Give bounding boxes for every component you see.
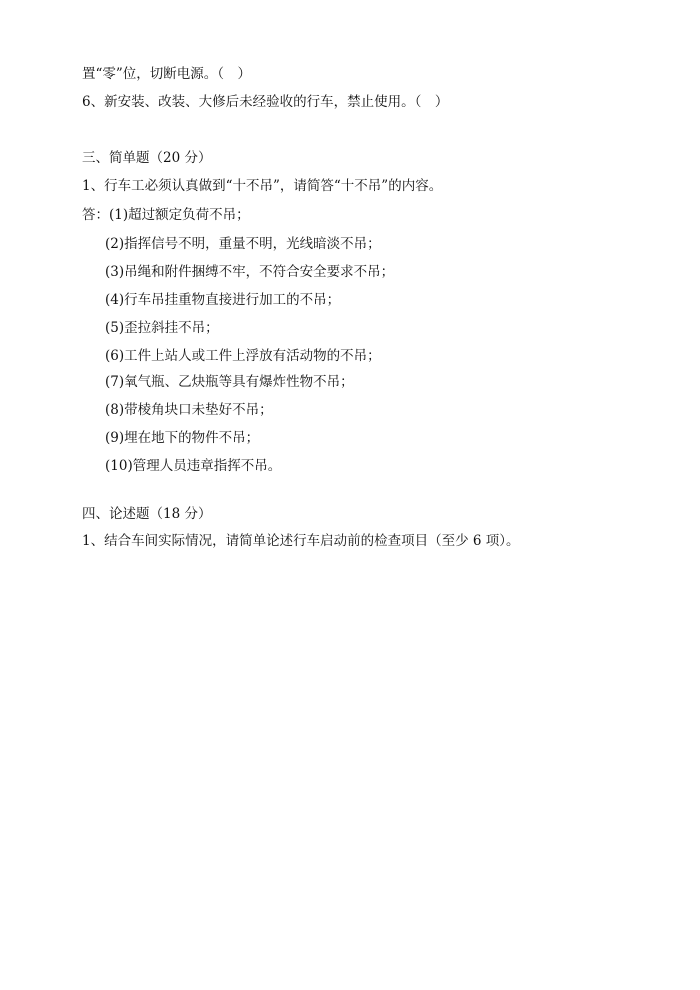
answer-item-8: (8)带棱角块口未垫好不吊； — [105, 402, 273, 418]
answer-item-10: (10)管理人员违章指挥不吊。 — [105, 458, 282, 474]
answer-item-5: (5)歪拉斜挂不吊； — [105, 320, 219, 336]
question-continuation: 置“零”位，切断电源。（ ） — [82, 66, 252, 82]
answer-item-6: (6)工件上站人或工件上浮放有活动物的不吊； — [105, 348, 381, 364]
answer-item-4: (4)行车吊挂重物直接进行加工的不吊； — [105, 292, 341, 308]
answer-item-1: (1)超过额定负荷不吊； — [109, 207, 250, 223]
question-6: 6、新安装、改装、大修后未经验收的行车，禁止使用。（ ） — [82, 94, 449, 110]
answer-item-7: (7)氧气瓶、乙炔瓶等具有爆炸性物不吊； — [105, 374, 354, 390]
section-4-question-1: 1、结合车间实际情况，请简单论述行车启动前的检查项目（至少 6 项）。 — [82, 533, 520, 549]
answer-line-1 — [82, 205, 250, 225]
answer-item-9: (9)埋在地下的物件不吊； — [105, 430, 260, 446]
answer-label: 答： — [82, 207, 109, 223]
answer-item-2: (2)指挥信号不明，重量不明，光线暗淡不吊； — [105, 236, 381, 252]
section-4-heading: 四、论述题（18 分） — [82, 506, 212, 522]
section-3-question-1: 1、行车工必须认真做到“十不吊”，请简答“十不吊”的内容。 — [82, 178, 443, 194]
section-3-heading: 三、简单题（20 分） — [82, 150, 212, 166]
answer-item-3: (3)吊绳和附件捆缚不牢，不符合安全要求不吊； — [105, 264, 395, 280]
